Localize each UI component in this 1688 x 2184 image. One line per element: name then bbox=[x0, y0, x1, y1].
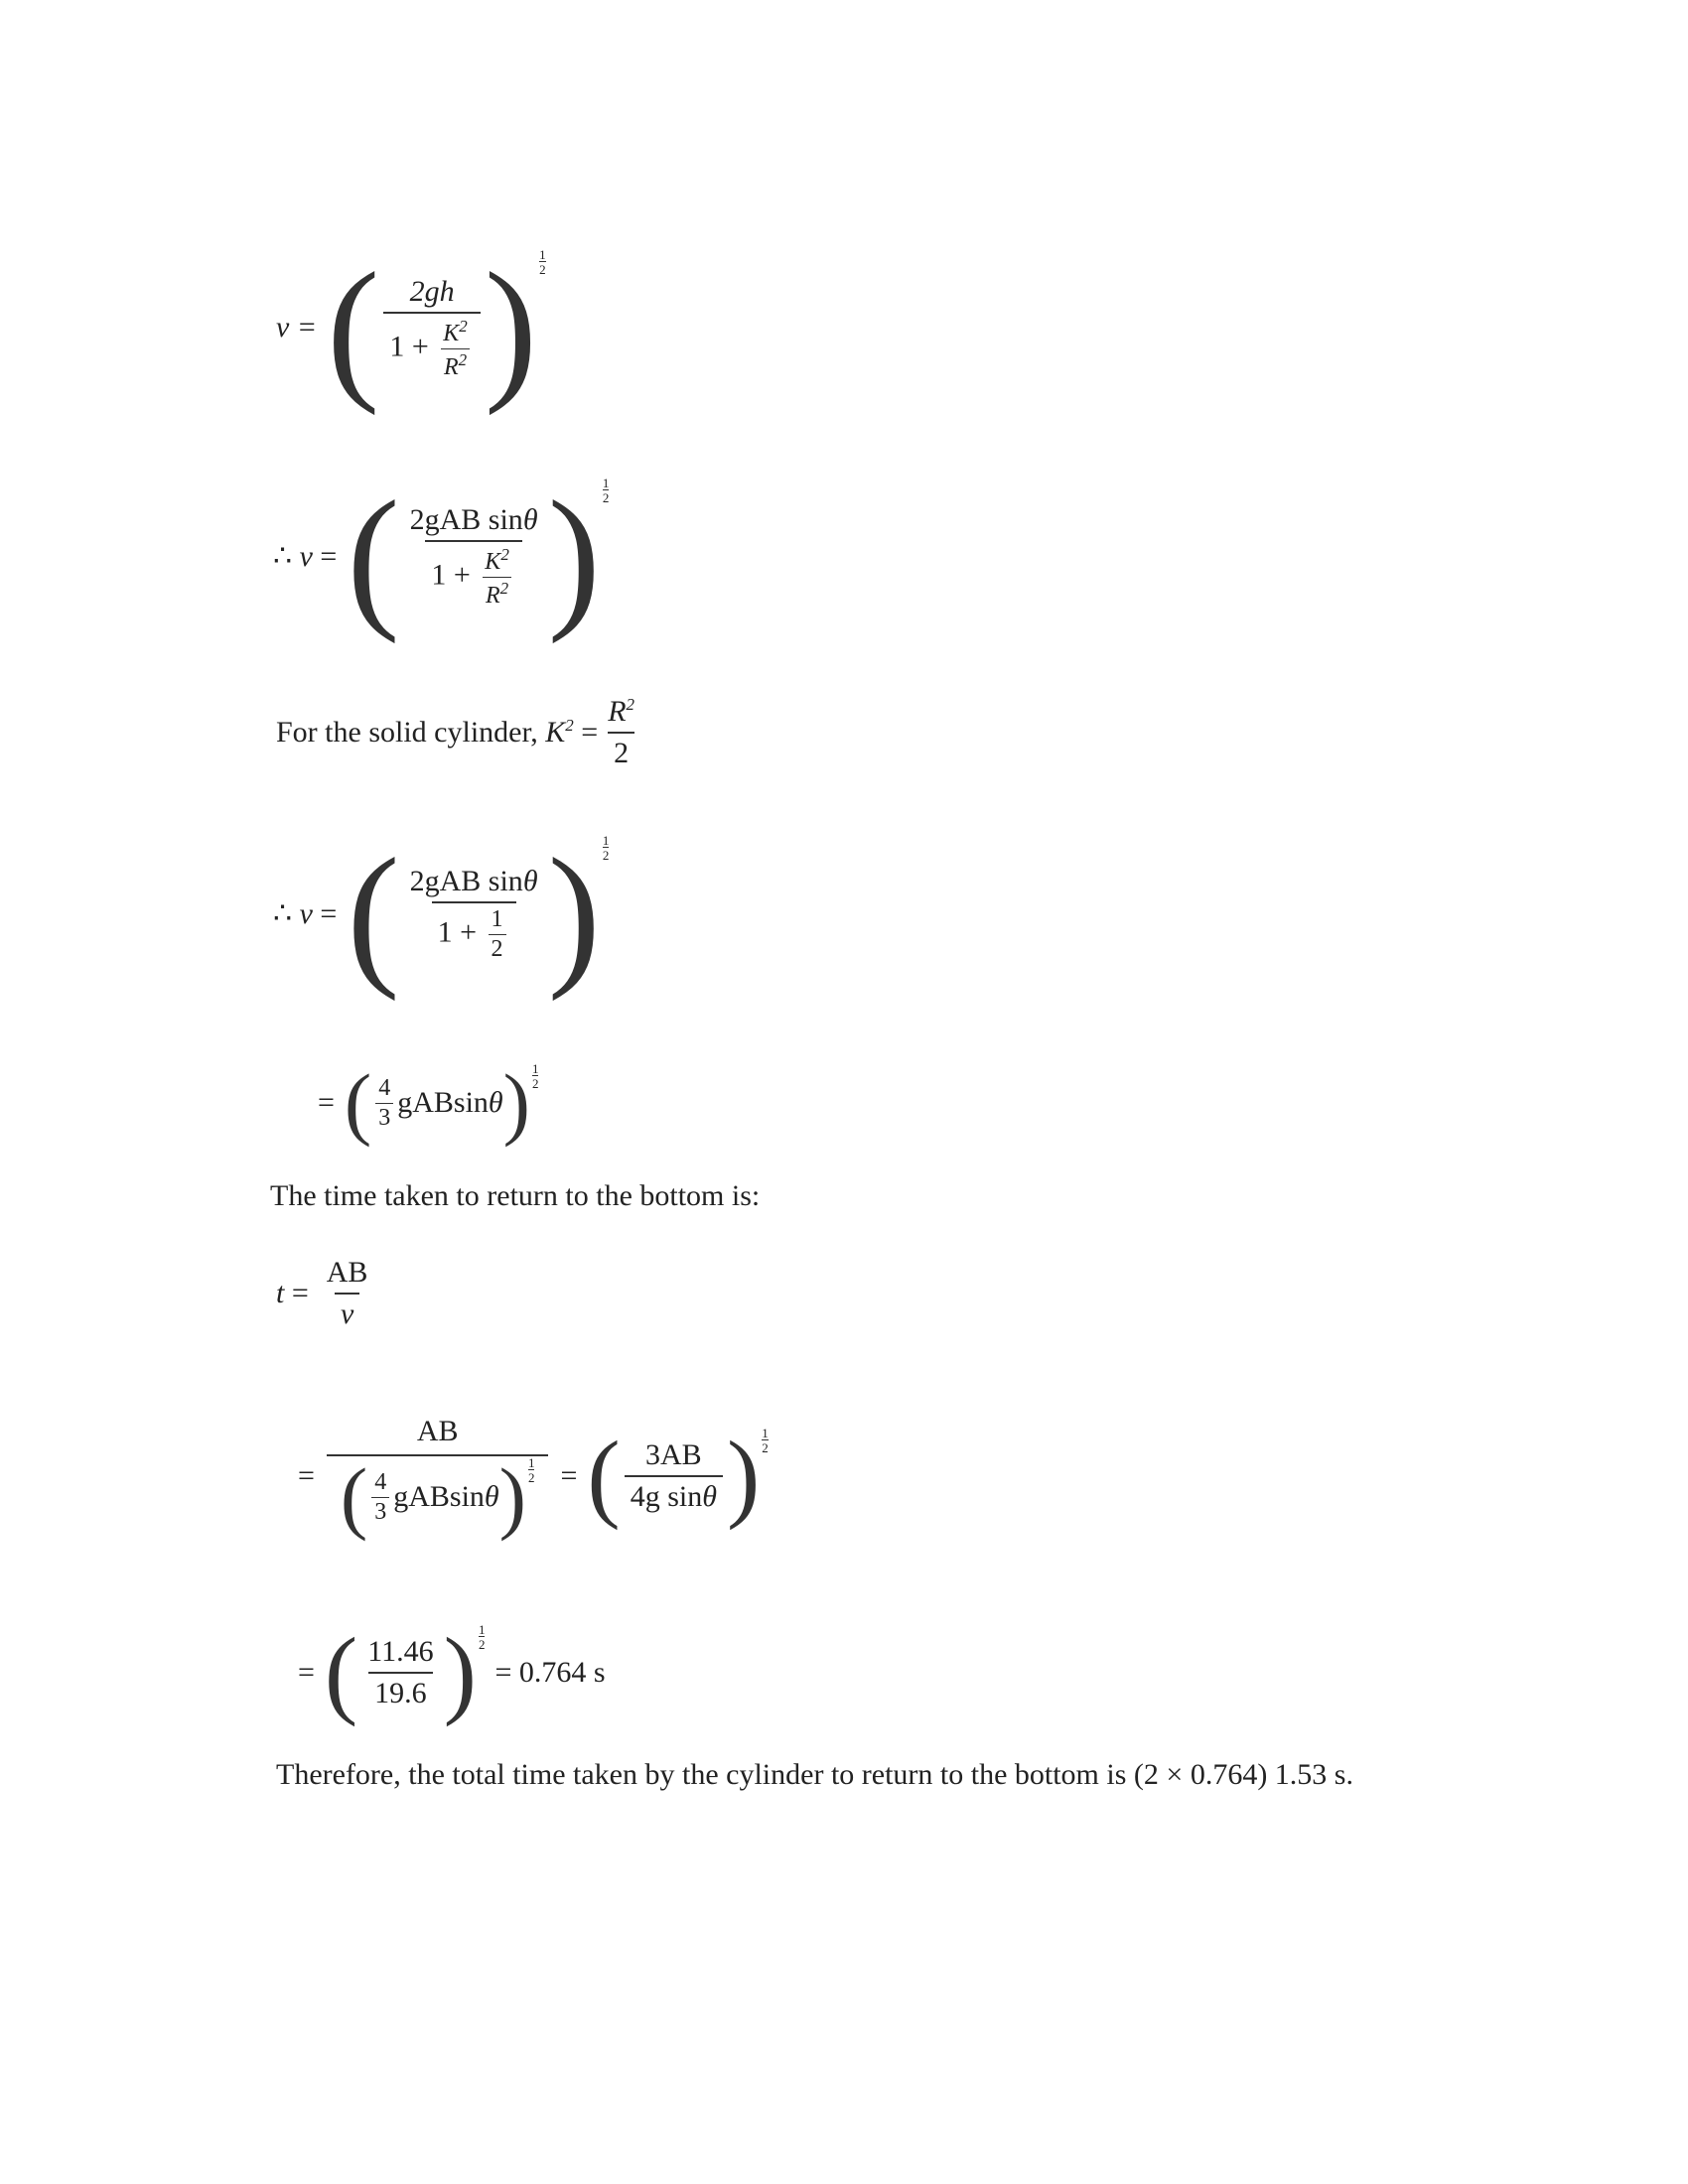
equation-time: t = $\frac{AB}{v}$ bbox=[276, 1256, 368, 1330]
solid-cylinder-statement: For the solid cylinder, $K^2$ = $\frac{R^2}{2}$ bbox=[276, 695, 635, 769]
time-taken-statement: The time taken to return to the bottom is: bbox=[270, 1179, 761, 1212]
equation-velocity-general bbox=[276, 239, 548, 416]
equation-velocity-simplified: = ( $\frac{4}{3}$ gABsin θ ) 1 2 bbox=[318, 1057, 539, 1148]
result-value: = 0.764 s bbox=[494, 1656, 606, 1689]
fraction: 2gh 1 + $\frac{K^2}{R^2}$ bbox=[383, 275, 480, 381]
equation-velocity-substituted: ∴ v = ( 2gAB sinθ 1 + $\frac{1}{2}$ ) 1 2 bbox=[273, 825, 610, 1002]
fraction: 2gAB sinθ 1 + $\frac{K^2}{R^2}$ bbox=[409, 502, 538, 609]
bracketed-expression: ( 2gh 1 + $\frac{K^2}{R^2}$ ) 1 2 bbox=[327, 239, 546, 416]
equation-velocity-incline: ∴ v = ( 2gAB sinθ 1 + $\frac{K^2}{R^2}$ ) 1 2 bbox=[273, 468, 610, 644]
conclusion-statement: Therefore, the total time taken by the cylinder to return to the bottom is (2 × 0.764) 1.53 s. bbox=[276, 1758, 1353, 1791]
lhs-v: v = bbox=[276, 311, 318, 343]
exponent-half: 1 2 bbox=[539, 247, 546, 277]
equation-time-derivation: = AB ( $\frac{4}{3}$ gABsin θ ) 1 2 = ( $\frac{3AB}{\text{4g sinθ}}$ ) 1 2 bbox=[298, 1415, 769, 1542]
equation-time-result: = ( $\frac{11.46}{19.6}$ ) 1 2 = 0.764 s bbox=[298, 1623, 614, 1722]
lhs-therefore-v: ∴ v = bbox=[273, 539, 338, 573]
